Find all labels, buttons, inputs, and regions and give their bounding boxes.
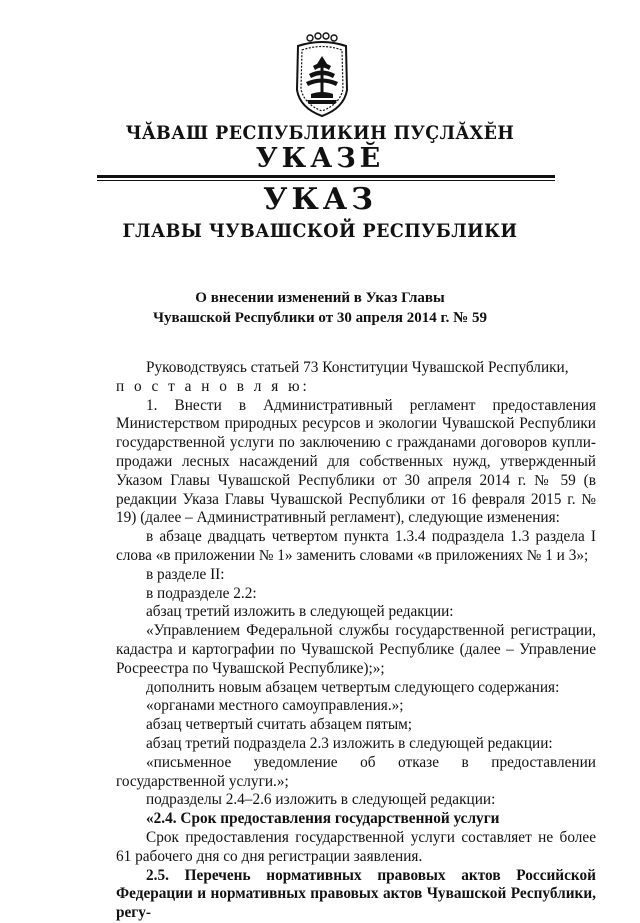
paragraph: «письменное уведомление об отказе в предоставлении государственной услуги.»; [116,753,596,790]
document-title-line1: О внесении изменений в Указ Главы [195,290,445,306]
paragraph: Руководствуясь статьей 73 Конституции Чувашской Республики, [146,359,569,376]
paragraph: абзац четвертый считать абзацем пятым; [146,716,413,734]
header-divider-thin [97,180,555,181]
paragraph: 1. Внести в Административный регламент предоставления Министерством природных ресурсов и экологии Чувашской Республики государственной услуги по заключению с гражданами договоров купли-продажи лесных насаждений для собственных нужд, утвержденный Указом Главы Чувашской Республики от 30 апреля 2014 г. № 59 (в редакции Указа Главы Чувашской Республики от 16 февраля 2015 г. № 19) (далее – Административный регламент), следующие изменения: [116,396,596,527]
paragraph: Срок предоставления государственной услуги составляет не более 61 рабочего дня со дня регистрации заявления. [116,828,596,865]
document-title [80,288,560,328]
paragraph: в подразделе 2.2: [146,584,257,602]
paragraph: подразделы 2.4–2.6 изложить в следующей редакции: [146,791,496,809]
paragraph: «Управлением Федеральной службы государственной регистрации, кадастра и картографии по Чувашской Республике (далее – Управление Росреестра по Чувашской Республике);»; [116,622,596,677]
section-heading: 2.5. Перечень нормативных правовых актов Российской Федерации и нормативных правовых актов Чувашской Республики, регу- [116,866,596,922]
paragraph-decree-word: п о с т а н о в л я ю: [116,377,310,395]
paragraph: дополнить новым абзацем четвертым следующего содержания: [146,678,560,696]
section-heading: «2.4. Срок предоставления государственной услуги [146,810,500,828]
paragraph: в разделе II: [146,565,225,583]
header-head-of-republic: ГЛАВЫ ЧУВАШСКОЙ РЕСПУБЛИКИ [122,220,518,242]
paragraph: «органами местного самоуправления.»; [146,697,404,715]
header-divider-thick [97,175,555,178]
header-ukaz: УКАЗ [263,182,377,217]
paragraph: абзац третий изложить в следующей редакции: [146,603,454,621]
document-body [116,359,596,923]
paragraph: в абзаце двадцать четвертом пункта 1.3.4 подраздела 1.3 раздела I слова «в приложении № 1» заменить словами «в приложениях № 1 и 3»; [116,528,596,564]
coat-of-arms-emblem [289,32,355,120]
document-title-line2: Чувашской Республики от 30 апреля 2014 г. № 59 [153,310,487,326]
header-chuvash-title: ЧĂВАШ РЕСПУБЛИКИН ПУÇЛĂХĔН [125,122,515,144]
paragraph: абзац третий подраздела 2.3 изложить в следующей редакции: [146,734,553,752]
header-ukaze: УКАЗĔ [255,143,385,174]
